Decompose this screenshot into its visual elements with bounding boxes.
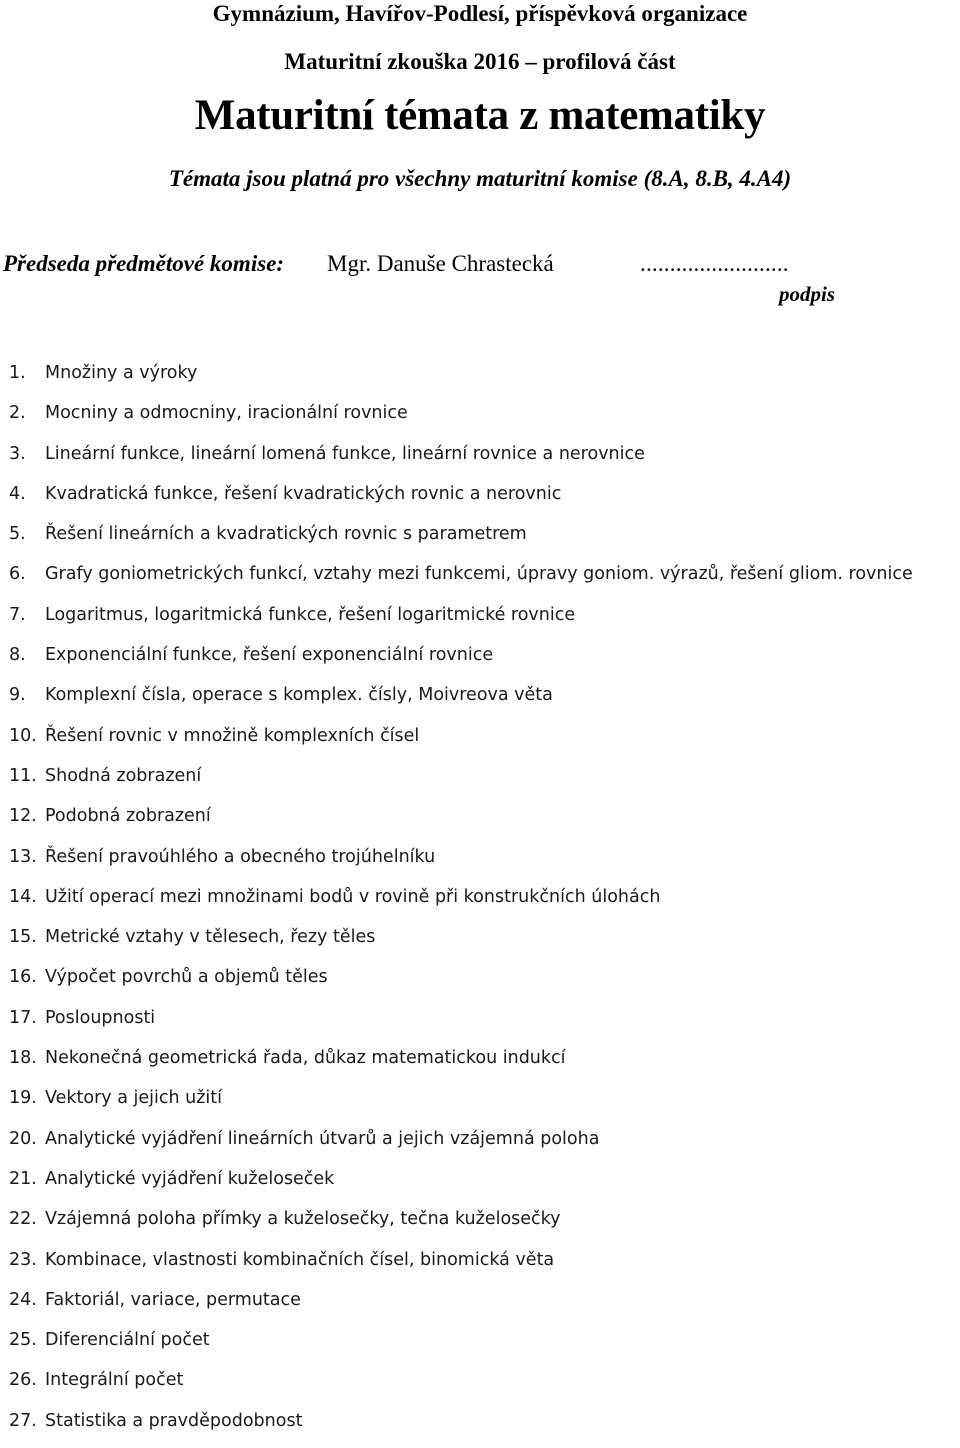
topic-text: Komplexní čísla, operace s komplex. čísly, Moivreova věta	[45, 685, 553, 706]
validity-note: Témata jsou platná pro všechny maturitní komise (8.A, 8.B, 4.A4)	[168, 166, 792, 191]
school-name: Gymnázium, Havířov-Podlesí, příspěvková organizace	[212, 1, 748, 26]
topic-text: Vektory a jejich užití	[45, 1088, 222, 1109]
topic-number: 10.	[9, 725, 37, 746]
topic-number: 18.	[9, 1048, 37, 1069]
topic-text: Analytické vyjádření kuželoseček	[45, 1168, 335, 1189]
topic-number: 19.	[9, 1088, 37, 1109]
topic-number: 6.	[9, 564, 26, 585]
topic-text: Podobná zobrazení	[45, 806, 211, 827]
topic-number: 20.	[9, 1128, 37, 1149]
topic-text: Analytické vyjádření lineárních útvarů a jejich vzájemná poloha	[45, 1128, 600, 1149]
topic-text: Integrální počet	[45, 1370, 184, 1391]
topic-number: 1.	[9, 363, 26, 383]
topic-number: 7.	[9, 604, 26, 625]
committee-chair-name: Mgr. Danuše Chrastecká	[327, 251, 554, 276]
topic-text: Vzájemná poloha přímky a kuželosečky, tečna kuželosečky	[45, 1209, 561, 1230]
topic-text: Statistika a pravděpodobnost	[45, 1410, 303, 1431]
topic-text: Množiny a výroky	[45, 363, 198, 383]
topic-number: 27.	[9, 1410, 37, 1431]
topic-text: Kombinace, vlastnosti kombinačních čísel, binomická věta	[45, 1249, 555, 1270]
topic-number: 23.	[9, 1249, 37, 1270]
topic-text: Řešení rovnic v množině komplexních čísel	[45, 725, 420, 746]
topic-text: Řešení pravoúhlého a obecného trojúhelníku	[45, 846, 436, 867]
topic-number: 21.	[9, 1168, 37, 1189]
topic-text: Řešení lineárních a kvadratických rovnic s parametrem	[45, 524, 527, 545]
topic-number: 14.	[9, 886, 37, 907]
topic-number: 16.	[9, 967, 37, 988]
topic-text: Lineární funkce, lineární lomená funkce, lineární rovnice a nerovnice	[45, 443, 645, 464]
topic-number: 5.	[9, 524, 26, 545]
topic-text: Posloupnosti	[45, 1007, 156, 1028]
topic-text: Grafy goniometrických funkcí, vztahy mezi funkcemi, úpravy goniom. výrazů, řešení gliom. rovnice	[45, 564, 913, 585]
topic-number: 8.	[9, 645, 26, 666]
topic-number: 3.	[9, 443, 26, 464]
topic-text: Kvadratická funkce, řešení kvadratických rovnic a nerovnic	[45, 483, 562, 504]
exam-subtitle: Maturitní zkouška 2016 – profilová část	[284, 49, 676, 74]
topic-text: Faktoriál, variace, permutace	[45, 1289, 301, 1310]
topic-number: 25.	[9, 1330, 37, 1351]
topic-number: 11.	[9, 765, 37, 786]
topic-number: 9.	[9, 685, 26, 706]
signature-line: .........................	[640, 251, 789, 276]
topic-text: Metrické vztahy v tělesech, řezy těles	[45, 927, 376, 948]
topic-number: 24.	[9, 1289, 37, 1310]
topic-number: 13.	[9, 846, 37, 867]
topic-text: Exponenciální funkce, řešení exponenciální rovnice	[45, 645, 494, 666]
topic-number: 26.	[9, 1370, 37, 1391]
page-title: Maturitní témata z matematiky	[194, 92, 766, 139]
topic-text: Shodná zobrazení	[45, 765, 202, 786]
topic-number: 2.	[9, 403, 26, 424]
topic-text: Mocniny a odmocniny, iracionální rovnice	[45, 403, 408, 424]
topic-text: Užití operací mezi množinami bodů v rovině při konstrukčních úlohách	[45, 886, 661, 907]
topic-text: Nekonečná geometrická řada, důkaz matematickou indukcí	[45, 1048, 566, 1069]
signature-label: podpis	[779, 282, 836, 306]
topic-text: Diferenciální počet	[45, 1330, 210, 1351]
committee-chair-label: Předseda předmětové komise:	[3, 251, 285, 276]
topic-text: Logaritmus, logaritmická funkce, řešení logaritmické rovnice	[45, 604, 576, 625]
topic-number: 15.	[9, 927, 37, 948]
topic-number: 22.	[9, 1209, 37, 1230]
topic-number: 4.	[9, 483, 26, 504]
topic-number: 12.	[9, 806, 37, 827]
topic-text: Výpočet povrchů a objemů těles	[45, 967, 328, 988]
topic-number: 17.	[9, 1007, 37, 1028]
